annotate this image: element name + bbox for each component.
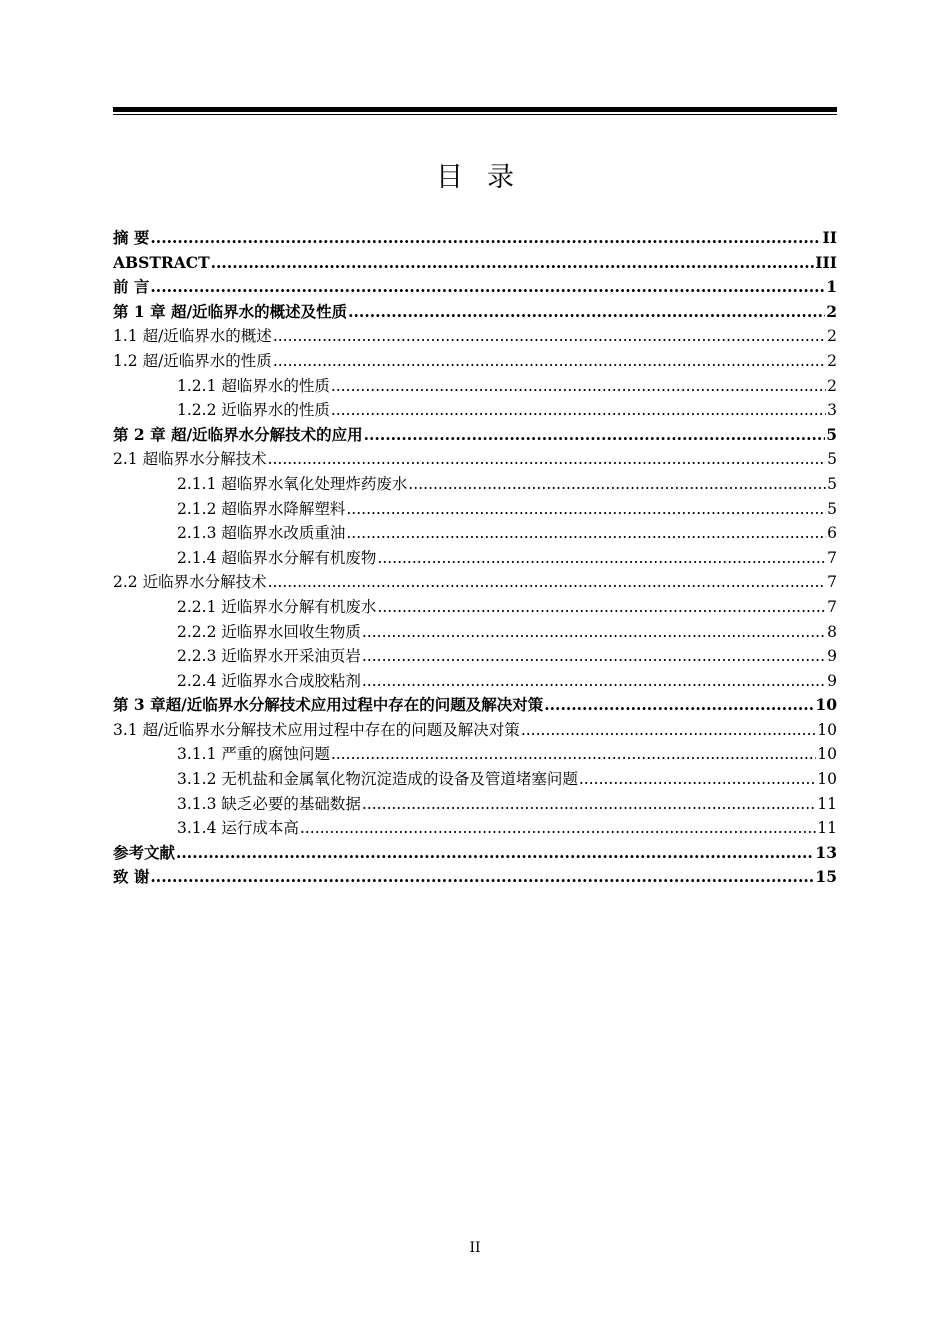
toc-dot-leader	[176, 841, 814, 866]
toc-entry-page: 9	[827, 671, 837, 690]
toc-entry-page: III	[815, 252, 837, 272]
toc-dot-leader	[150, 865, 814, 890]
toc-entry-label: 2.1 超临界水分解技术	[113, 450, 267, 469]
toc-entry[interactable]	[113, 324, 837, 349]
toc-dot-leader	[331, 742, 816, 767]
toc-dot-leader	[521, 718, 816, 743]
toc-entry-page: 8	[827, 622, 837, 641]
toc-dot-leader	[362, 792, 816, 817]
toc-entry-page: 11	[817, 819, 837, 838]
toc-entry[interactable]	[113, 374, 837, 399]
toc-entry[interactable]	[113, 546, 837, 571]
toc-entry-label: 2.2.3 近临界水开采油页岩	[177, 647, 361, 666]
toc-entry[interactable]	[113, 447, 837, 472]
toc-entry-label: 前 言	[113, 277, 150, 297]
toc-dot-leader	[268, 570, 827, 595]
toc-entry[interactable]	[113, 423, 837, 448]
header-rule-thick	[113, 107, 837, 112]
toc-entry-page: 1	[826, 277, 837, 297]
toc-dot-leader	[346, 497, 826, 522]
toc-dot-leader	[268, 447, 827, 472]
toc-entry[interactable]	[113, 816, 837, 841]
toc-entry-label: 1.1 超/近临界水的概述	[113, 327, 272, 346]
toc-dot-leader	[364, 423, 826, 448]
toc-entry-page: 7	[827, 597, 837, 616]
toc-entry-page: 10	[815, 695, 837, 715]
toc-entry-label: 2.2.2 近临界水回收生物质	[177, 622, 361, 641]
toc-dot-leader	[377, 546, 826, 571]
toc-entry[interactable]	[113, 349, 837, 374]
toc-dot-leader	[348, 300, 825, 325]
toc-dot-leader	[150, 275, 825, 300]
toc-entry-label: 2.1.1 超临界水氧化处理炸药废水	[177, 474, 408, 493]
page-number: II	[469, 1240, 481, 1256]
toc-entry[interactable]	[113, 570, 837, 595]
toc-dot-leader	[362, 669, 826, 694]
toc-entry-label: 2.1.4 超临界水分解有机废物	[177, 548, 377, 567]
toc-entry-label: ABSTRACT	[113, 252, 210, 272]
toc-entry-page: 11	[817, 794, 837, 813]
toc-dot-leader	[362, 644, 826, 669]
toc-entry-page: 15	[815, 867, 837, 887]
toc-entry[interactable]	[113, 669, 837, 694]
toc-entry[interactable]	[113, 693, 837, 718]
toc-entry-page: 13	[815, 842, 837, 862]
toc-entry[interactable]	[113, 620, 837, 645]
toc-dot-leader	[211, 251, 815, 276]
toc-entry-page: II	[822, 228, 837, 247]
toc-dot-leader	[300, 816, 816, 841]
toc-entry-page: 7	[827, 573, 837, 592]
toc-entry[interactable]	[113, 595, 837, 620]
toc-entry-page: 9	[827, 647, 837, 666]
toc-entry-label: 2.1.3 超临界水改质重油	[177, 524, 346, 543]
toc-entry-label: 参考文献	[113, 842, 176, 862]
toc-entry-page: 10	[817, 745, 837, 764]
toc-dot-leader	[150, 226, 821, 251]
toc-entry-label: 摘 要	[113, 228, 150, 247]
toc-entry[interactable]	[113, 792, 837, 817]
toc-entry-page: 2	[827, 351, 837, 370]
toc-entry-label: 2.2.1 近临界水分解有机废水	[177, 597, 377, 616]
toc-entry-label: 1.2 超/近临界水的性质	[113, 351, 272, 370]
toc-dot-leader	[273, 349, 826, 374]
toc-entry[interactable]	[113, 472, 837, 497]
toc-entry-label: 第 1 章 超/近临界水的概述及性质	[113, 301, 348, 321]
toc-entry[interactable]	[113, 275, 837, 300]
toc-entry-page: 5	[827, 474, 837, 493]
toc-entry-page: 3	[827, 401, 837, 420]
toc-entry-page: 7	[827, 548, 837, 567]
toc-entry-label: 1.2.2 近临界水的性质	[177, 401, 330, 420]
toc-entry-label: 第 3 章超/近临界水分解技术应用过程中存在的问题及解决对策	[113, 695, 544, 715]
toc-entry[interactable]	[113, 251, 837, 276]
toc-entry-page: 6	[827, 524, 837, 543]
toc-entry[interactable]	[113, 865, 837, 890]
toc-entry[interactable]	[113, 398, 837, 423]
toc-entry-page: 10	[817, 720, 837, 739]
toc-entry[interactable]	[113, 521, 837, 546]
toc-entry-page: 2	[827, 376, 837, 395]
toc-dot-leader	[408, 472, 826, 497]
toc-entry-label: 1.2.1 超临界水的性质	[177, 376, 330, 395]
toc-dot-leader	[331, 374, 826, 399]
toc-entry-label: 3.1.1 严重的腐蚀问题	[177, 745, 330, 764]
toc-entry[interactable]	[113, 742, 837, 767]
toc-entry-page: 2	[827, 327, 837, 346]
header-rule-thin	[113, 114, 837, 115]
toc-entry-label: 2.2 近临界水分解技术	[113, 573, 267, 592]
toc-dot-leader	[544, 693, 814, 718]
toc-entry[interactable]	[113, 644, 837, 669]
toc-dot-leader	[579, 767, 816, 792]
toc-entry[interactable]	[113, 300, 837, 325]
toc-entry-label: 2.1.2 超临界水降解塑料	[177, 499, 346, 518]
toc-entry[interactable]	[113, 226, 837, 251]
toc-dot-leader	[331, 398, 826, 423]
toc-entry-page: 5	[827, 499, 837, 518]
toc-dot-leader	[362, 620, 826, 645]
table-of-contents	[113, 226, 837, 890]
toc-entry-page: 10	[817, 770, 837, 789]
toc-entry-label: 3.1.2 无机盐和金属氧化物沉淀造成的设备及管道堵塞问题	[177, 770, 578, 789]
toc-entry[interactable]	[113, 767, 837, 792]
toc-dot-leader	[273, 324, 826, 349]
toc-entry-label: 致 谢	[113, 867, 150, 887]
toc-entry[interactable]	[113, 497, 837, 522]
toc-entry-label: 2.2.4 近临界水合成胶粘剂	[177, 671, 361, 690]
toc-dot-leader	[377, 595, 826, 620]
toc-entry-label: 第 2 章 超/近临界水分解技术的应用	[113, 424, 363, 444]
toc-dot-leader	[346, 521, 826, 546]
toc-entry[interactable]	[113, 841, 837, 866]
toc-entry-label: 3.1 超/近临界水分解技术应用过程中存在的问题及解决对策	[113, 720, 520, 739]
toc-entry-page: 5	[826, 424, 837, 444]
toc-title: 目录	[436, 162, 538, 193]
toc-entry[interactable]	[113, 718, 837, 743]
header-rule	[113, 107, 837, 115]
toc-entry-page: 2	[826, 301, 837, 321]
toc-entry-page: 5	[827, 450, 837, 469]
toc-entry-label: 3.1.3 缺乏必要的基础数据	[177, 794, 361, 813]
toc-entry-label: 3.1.4 运行成本高	[177, 819, 299, 838]
